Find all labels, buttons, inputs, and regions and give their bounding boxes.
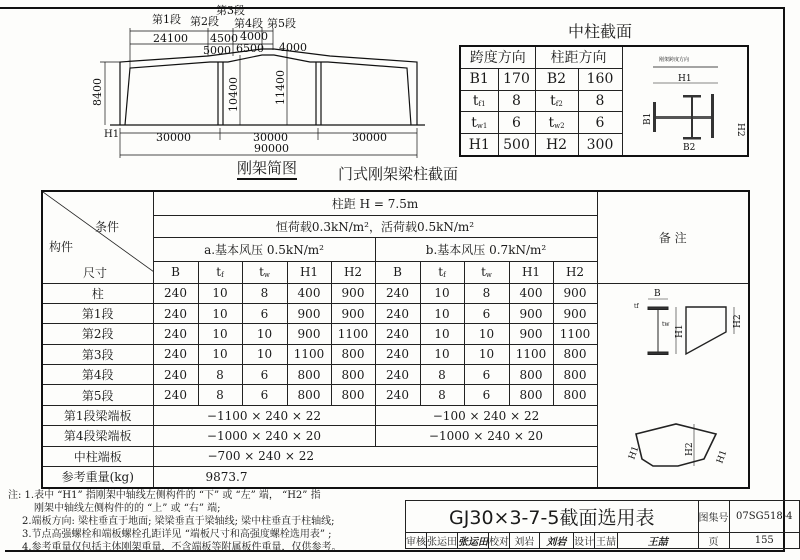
member-name: 中柱端板 — [42, 446, 153, 466]
h1-label: H1 — [104, 129, 120, 140]
section-diagram-icon — [598, 284, 748, 484]
note-line: 2.端板方向: 梁柱垂直于地面; 梁梁垂直于梁轴线; 梁中柱垂直于柱轴线; — [22, 516, 335, 527]
cell-value: 8 — [420, 385, 464, 405]
main-table-title: 门式刚架梁柱截面 — [338, 165, 459, 183]
dimension-header: H1 — [287, 261, 331, 283]
cell-value: 10 — [420, 283, 464, 303]
cell-value: 10 — [420, 344, 464, 364]
cell-value: 800 — [287, 385, 331, 405]
h2-label: H2 — [734, 123, 745, 137]
cell-value: 800 — [331, 385, 375, 405]
table-row — [42, 283, 749, 303]
cell-value: 160 — [578, 68, 622, 90]
frame-diagram-caption — [237, 157, 297, 178]
cell-label: B2 — [535, 68, 578, 90]
cell-value: 6 — [464, 303, 509, 323]
member-name: 第4段 — [42, 365, 153, 385]
review-label: 审核 — [406, 533, 427, 549]
dimension-header: B — [153, 261, 198, 283]
cell-value: 800 — [287, 365, 331, 385]
column-spacing-header: 柱距 H = 7.5m — [153, 191, 597, 215]
cell-value: 10 — [420, 303, 464, 323]
cell-label: $t_{f2}$ — [535, 90, 578, 112]
atlas-label: 图集号 — [698, 501, 729, 533]
span-text: 30000 — [156, 131, 191, 144]
dimension-header: $t_w$ — [464, 261, 509, 283]
caption-text: 刚架简图 — [237, 159, 297, 180]
dimension-header: $t_w$ — [242, 261, 287, 283]
notes — [8, 489, 342, 554]
plate-size-b: −100 × 240 × 22 — [375, 405, 597, 425]
cell-value: 500 — [498, 134, 535, 156]
note-line: 3.节点高强螺栓和端板螺栓孔距详见 “端板尺寸和高强度螺栓选用表” ; — [22, 529, 332, 540]
cell-value: 170 — [498, 68, 535, 90]
cell-value: 240 — [375, 385, 420, 405]
cell-label: $t_{w1}$ — [460, 112, 498, 134]
dimension-text: 10400 — [227, 77, 240, 112]
cell-value: 10 — [242, 344, 287, 364]
cell-value: 800 — [553, 365, 597, 385]
direction-label: 刚架跨度方向 — [658, 57, 689, 63]
segment-label: 第1段 — [152, 13, 181, 26]
note-line: 注: 1.表中 “H1” 指刚架中轴线左侧构件的 “下” 或 “左” 端， “H2” 指 — [8, 490, 321, 501]
b2-label: B2 — [682, 143, 696, 151]
remarks-diagrams — [597, 283, 749, 488]
cell-value: 800 — [509, 365, 553, 385]
cell-value: 800 — [509, 385, 553, 405]
reviewer-name: 张运田 — [427, 533, 458, 549]
cell-value: 240 — [153, 324, 198, 344]
dimension-header: $t_f$ — [420, 261, 464, 283]
cell-value: 240 — [153, 385, 198, 405]
cell-value: 240 — [375, 303, 420, 323]
dimension-text: 6500 — [236, 42, 264, 55]
cell-value: 900 — [509, 324, 553, 344]
cell-label: B1 — [460, 68, 498, 90]
plate-size-a: −1100 × 240 × 22 — [153, 405, 375, 425]
cell-value: 10 — [464, 324, 509, 344]
cell-value: 240 — [375, 324, 420, 344]
reviewer-signature: 张运田 — [458, 533, 489, 549]
member-name: 第5段 — [42, 385, 153, 405]
cell-value: 8 — [198, 365, 242, 385]
page-number: 155 — [729, 533, 799, 549]
corner-header — [42, 191, 153, 283]
cell-value: 900 — [553, 303, 597, 323]
cell-value: 900 — [509, 303, 553, 323]
h1-label: H1 — [677, 74, 692, 84]
mid-plate-size: −700 × 240 × 22 — [153, 446, 597, 466]
checker-name: 刘岩 — [510, 533, 540, 549]
cell-value: 6 — [498, 112, 535, 134]
cell-value: 6 — [242, 303, 287, 323]
cell-value: 800 — [553, 385, 597, 405]
b-label: B — [653, 288, 661, 299]
page-label: 页 — [698, 533, 729, 549]
cell-value: 800 — [331, 365, 375, 385]
cell-value: 1100 — [287, 344, 331, 364]
condition-label: 条件 — [95, 220, 120, 234]
cell-value: 1100 — [553, 324, 597, 344]
cell-value: 900 — [553, 283, 597, 303]
spacing-direction-header: 柱距方向 — [535, 46, 622, 68]
middle-column-section-diagram — [622, 46, 748, 156]
cell-value: 800 — [331, 344, 375, 364]
span-text: 30000 — [352, 131, 387, 144]
frame-border-right — [783, 7, 785, 552]
cell-label: H2 — [535, 134, 578, 156]
dimension-text: 24100 — [153, 32, 188, 45]
member-name: 参考重量(kg) — [42, 467, 153, 488]
dimension-header: $t_f$ — [198, 261, 242, 283]
cell-value: 240 — [375, 365, 420, 385]
dimension-text: 11400 — [274, 70, 287, 105]
frame-diagram — [0, 0, 460, 190]
cell-value: 8 — [420, 365, 464, 385]
cell-label: H1 — [460, 134, 498, 156]
middle-column-table — [459, 45, 749, 157]
size-label: 尺寸 — [83, 266, 108, 280]
cell-value: 1100 — [509, 344, 553, 364]
cell-value: 240 — [153, 283, 198, 303]
drawing-title: GJ30×3-7-5截面选用表 — [406, 501, 699, 533]
dimension-text: 4000 — [279, 41, 307, 54]
check-label: 校对 — [489, 533, 510, 549]
segment-label: 第4段 — [234, 17, 263, 30]
i-section-cross-icon — [623, 47, 747, 151]
cell-value: 900 — [331, 283, 375, 303]
reference-weight: 9873.7 — [153, 467, 597, 488]
cell-label: $t_{w2}$ — [535, 112, 578, 134]
cell-value: 400 — [509, 283, 553, 303]
cell-value: 240 — [153, 303, 198, 323]
cell-value: 1100 — [331, 324, 375, 344]
member-name: 第1段梁端板 — [42, 405, 153, 425]
segment-label: 第3段 — [216, 4, 245, 17]
tf-label: tf — [633, 302, 639, 310]
designer-signature: 王喆 — [617, 533, 698, 549]
dimension-header: H2 — [553, 261, 597, 283]
cell-value: 900 — [287, 303, 331, 323]
cell-value: 10 — [198, 303, 242, 323]
title-block — [405, 500, 800, 549]
h2-label: H2 — [684, 441, 695, 456]
frame-structure — [110, 49, 425, 125]
dimension-header: H1 — [509, 261, 553, 283]
member-name: 柱 — [42, 283, 153, 303]
dimension-header: B — [375, 261, 420, 283]
cell-value: 10 — [420, 324, 464, 344]
dimension-text: 8400 — [91, 78, 104, 106]
cell-label: $t_{f1}$ — [460, 90, 498, 112]
member-label: 构件 — [49, 240, 74, 254]
remarks-header: 备 注 — [597, 191, 749, 283]
member-name: 第1段 — [42, 303, 153, 323]
b1-label: B1 — [642, 112, 653, 125]
loads-header: 恒荷载0.3kN/m²，活荷载0.5kN/m² — [153, 215, 597, 237]
checker-signature: 刘岩 — [539, 533, 573, 549]
cell-value: 900 — [287, 324, 331, 344]
cell-value: 240 — [153, 344, 198, 364]
note-line: 刚架中轴线左侧构件的的 “上” 或 “右” 端; — [34, 503, 221, 514]
member-name: 第2段 — [42, 324, 153, 344]
span-direction-header: 跨度方向 — [460, 46, 535, 68]
h2-label: H2 — [732, 313, 743, 328]
cell-value: 10 — [198, 344, 242, 364]
atlas-number: 07SG518-4 — [729, 501, 799, 533]
cell-value: 800 — [553, 344, 597, 364]
cell-value: 300 — [578, 134, 622, 156]
cell-value: 8 — [198, 385, 242, 405]
cell-value: 8 — [464, 283, 509, 303]
design-label: 设计 — [574, 533, 595, 549]
cell-value: 8 — [498, 90, 535, 112]
segment-label: 第5段 — [267, 17, 296, 30]
cell-value: 6 — [242, 385, 287, 405]
tw-label: tw — [661, 320, 670, 328]
h1-label: H1 — [715, 448, 730, 465]
cell-value: 240 — [375, 344, 420, 364]
cell-value: 8 — [242, 283, 287, 303]
middle-column-title: 中柱截面 — [568, 22, 633, 41]
case-b-header: b.基本风压 0.7kN/m² — [375, 237, 597, 261]
cell-value: 6 — [464, 385, 509, 405]
h1-label: H1 — [627, 444, 642, 461]
dimension-text: 4000 — [240, 30, 268, 43]
dimension-text: 5000 — [203, 44, 231, 57]
member-name: 第3段 — [42, 344, 153, 364]
cell-value: 400 — [287, 283, 331, 303]
cell-value: 10 — [198, 283, 242, 303]
cell-value: 10 — [464, 344, 509, 364]
case-a-header: a.基本风压 0.5kN/m² — [153, 237, 375, 261]
segment-label: 第2段 — [190, 15, 219, 28]
member-name: 第4段梁端板 — [42, 426, 153, 446]
cell-value: 10 — [242, 324, 287, 344]
cell-value: 900 — [331, 303, 375, 323]
note-line: 4.参考重量仅包括主体刚架重量，不含端板等附属板件重量，仅供参考。 — [22, 542, 342, 553]
designer-name: 王喆 — [595, 533, 618, 549]
cell-value: 6 — [464, 365, 509, 385]
plate-size-b: −1000 × 240 × 20 — [375, 426, 597, 446]
cell-value: 240 — [375, 283, 420, 303]
h1-label: H1 — [674, 323, 685, 338]
total-span-text: 90000 — [254, 142, 289, 155]
cell-value: 240 — [153, 365, 198, 385]
cell-value: 6 — [578, 112, 622, 134]
plate-size-a: −1000 × 240 × 20 — [153, 426, 375, 446]
cell-value: 8 — [578, 90, 622, 112]
dimension-header: H2 — [331, 261, 375, 283]
span-text: 30000 — [253, 131, 288, 144]
cell-value: 10 — [198, 324, 242, 344]
dimension-text: 4500 — [210, 32, 238, 45]
cell-value: 6 — [242, 365, 287, 385]
section-selection-table — [41, 190, 750, 489]
